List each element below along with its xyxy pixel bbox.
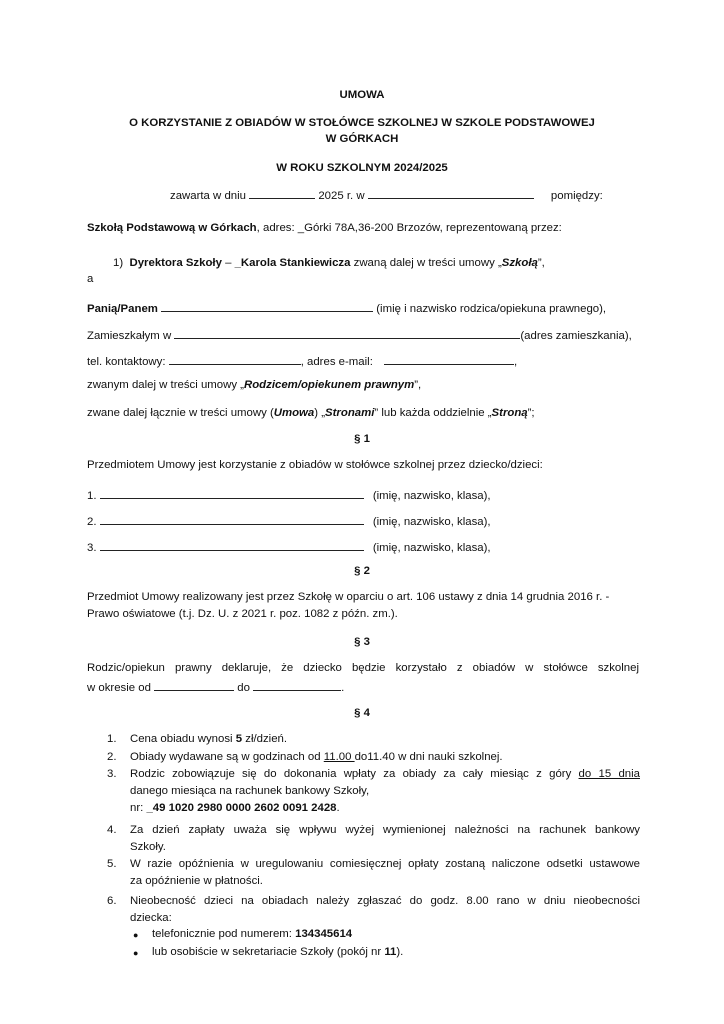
period-end: . [341,682,345,694]
between-text: pomiędzy: [550,190,603,202]
parties-stronami: Stronami [325,407,375,419]
period-from-field[interactable] [154,678,234,691]
section-2-line1: Przedmiot Umowy realizowany jest przez Szkołę w oparciu o art. 106 ustawy z dnia 14 grudnia 2016 r. - [87,591,610,603]
director-dash: – [221,257,235,269]
bullet-icon: ● [133,930,139,940]
school-name: Szkołą Podstawową w Górkach [87,222,257,234]
contact-line [87,352,517,368]
parties-strona: Stroną [491,407,528,419]
parties-pre: zwane dalej łącznie w treści umowy ( [87,407,274,419]
section-3-heading: § 3 [354,636,370,648]
bullet-office-pre: lub osobiście w sekretariacie Szkoły (pokój nr [152,946,385,958]
parent-name-hint: (imię i nazwisko rodzica/opiekuna prawnego), [376,303,607,315]
document-title: UMOWA [339,89,385,101]
serving-start-time: 11.00 [323,751,355,763]
item-2-pre: Obiady wydawane są w godzinach od [130,751,324,763]
bullet-phone-line [152,928,662,940]
parent-called-line [87,379,421,391]
director-line [113,257,545,269]
item-number: 6. [107,895,117,907]
parent-label: Panią/Panem [87,303,158,315]
director-called-end: ”, [537,257,545,269]
place-field[interactable] [368,186,534,199]
bullet-office-end: ). [396,946,404,958]
email-field[interactable] [384,352,514,365]
section-3-line2 [87,678,344,694]
director-number: 1) [113,257,124,269]
item-1-pre: Cena obiadu wynosi [130,733,236,745]
section-2-line2: Prawo oświatowe (t.j. Dz. U. z 2021 r. poz. 1082 z późn. zm.). [87,608,398,620]
child-hint: (imię, nazwisko, klasa), [372,542,491,554]
date-field[interactable] [249,186,315,199]
item-number: 1. [107,733,117,745]
residence-line [87,326,632,342]
payment-deadline: do 15 dnia [578,768,640,780]
phone-text: tel. kontaktowy: [87,356,166,368]
director-called: zwaną dalej w treści umowy „ [350,257,502,269]
residing-text: Zamieszkałym w [87,330,172,342]
contact-phone-number: 134345614 [295,928,353,940]
intro-line [170,186,603,202]
director-called-name: Szkołą [501,257,538,269]
section-4-heading: § 4 [354,707,370,719]
period-from-text: w okresie od [87,682,151,694]
child-field-1[interactable] [100,486,364,499]
item-3-pre: Rodzic zobowiązuje się do dokonania wpłaty za obiady za cały miesiąc z góry [130,768,579,780]
item-3-line1 [130,768,640,780]
item-6-line1: Nieobecność dzieci na obiadach należy zgłaszać do godz. 8.00 rano w dniu nieobecności [130,895,640,907]
bullet-phone-pre: telefonicznie pod numerem: [152,928,296,940]
school-address: , adres: _Górki 78A,36-200 Brzozów, reprezentowaną przez: [256,222,562,234]
email-text: , adres e-mail: [300,356,373,368]
address-field[interactable] [174,326,520,339]
year-text: 2025 r. w [318,190,365,202]
item-3-line3 [130,802,640,814]
item-1-post: zł/dzień. [242,733,288,745]
document-subtitle-line2: W GÓRKACH [325,133,399,145]
bullet-icon: ● [133,948,139,958]
address-hint: (adres zamieszkania), [520,330,632,342]
parent-called-name: Rodzicem/opiekunem prawnym [243,379,415,391]
school-line [87,222,562,234]
phone-field[interactable] [169,352,301,365]
bullet-office-line [152,946,662,958]
school-year-heading: W ROKU SZKOLNYM 2024/2025 [276,162,448,174]
meal-price: 5 [235,733,243,745]
child-hint: (imię, nazwisko, klasa), [372,516,491,528]
and-text: a [87,273,94,285]
item-number: 2. [107,751,117,763]
director-name: _Karola Stankiewicza [234,257,351,269]
item-5-line2: za opóźnienie w płatności. [130,875,263,887]
item-number: 5. [107,858,117,870]
account-label: nr: [130,802,147,814]
section-2-heading: § 2 [354,565,370,577]
child-number: 2. [87,516,97,528]
child-hint: (imię, nazwisko, klasa), [372,490,491,502]
child-field-2[interactable] [100,512,364,525]
item-number: 3. [107,768,117,780]
director-role: Dyrektora Szkoły [129,257,222,269]
period-to-text: do [237,682,250,694]
item-6-line2: dziecka: [130,912,172,924]
email-end: , [514,356,518,368]
item-4-line2: Szkoły. [130,841,166,853]
child-number: 3. [87,542,97,554]
parties-mid2: ” lub każda oddzielnie „ [374,407,492,419]
child-row-2 [87,512,491,528]
section-1-text: Przedmiotem Umowy jest korzystanie z obiadów w stołówce szkolnej przez dziecko/dzieci: [87,459,543,471]
concluded-on-text: zawarta w dniu [170,190,246,202]
item-2-post: do11.40 w dni nauki szkolnej. [354,751,503,763]
child-row-1 [87,486,491,502]
item-3-line2: danego miesiąca na rachunek bankowy Szkoły, [130,785,370,797]
parties-end: ”; [527,407,535,419]
period-to-field[interactable] [253,678,341,691]
parties-mid: ) „ [314,407,326,419]
child-row-3 [87,538,491,554]
parent-line [87,299,606,315]
document-subtitle-line1: O KORZYSTANIE Z OBIADÓW W STOŁÓWCE SZKOLNEJ W SZKOLE PODSTAWOWEJ [129,117,595,129]
parent-called-end: ”, [414,379,422,391]
bank-account-number: _49 1020 2980 0000 2602 0091 2428 [146,802,337,814]
item-3-end: . [336,802,340,814]
parent-called-pre: zwanym dalej w treści umowy „ [87,379,244,391]
section-1-heading: § 1 [354,433,370,445]
child-field-3[interactable] [100,538,364,551]
child-number: 1. [87,490,97,502]
parties-umowa: Umowa [273,407,315,419]
section-3-line1: Rodzic/opiekun prawny deklaruje, że dziecko będzie korzystało z obiadów w stołówce szkolnej [87,662,639,674]
item-2-text [130,751,640,763]
item-4-line1: Za dzień zapłaty uważa się wpływu wyżej wymienionej należności na rachunek bankowy [130,824,640,836]
parent-name-field[interactable] [161,299,373,312]
item-5-line1: W razie opóźnienia w uregulowaniu comiesięcznej opłaty zostaną naliczone odsetki ustawowe [130,858,640,870]
office-room-number: 11 [384,946,397,958]
parties-line [87,407,535,419]
item-1-text [130,733,640,745]
item-number: 4. [107,824,117,836]
